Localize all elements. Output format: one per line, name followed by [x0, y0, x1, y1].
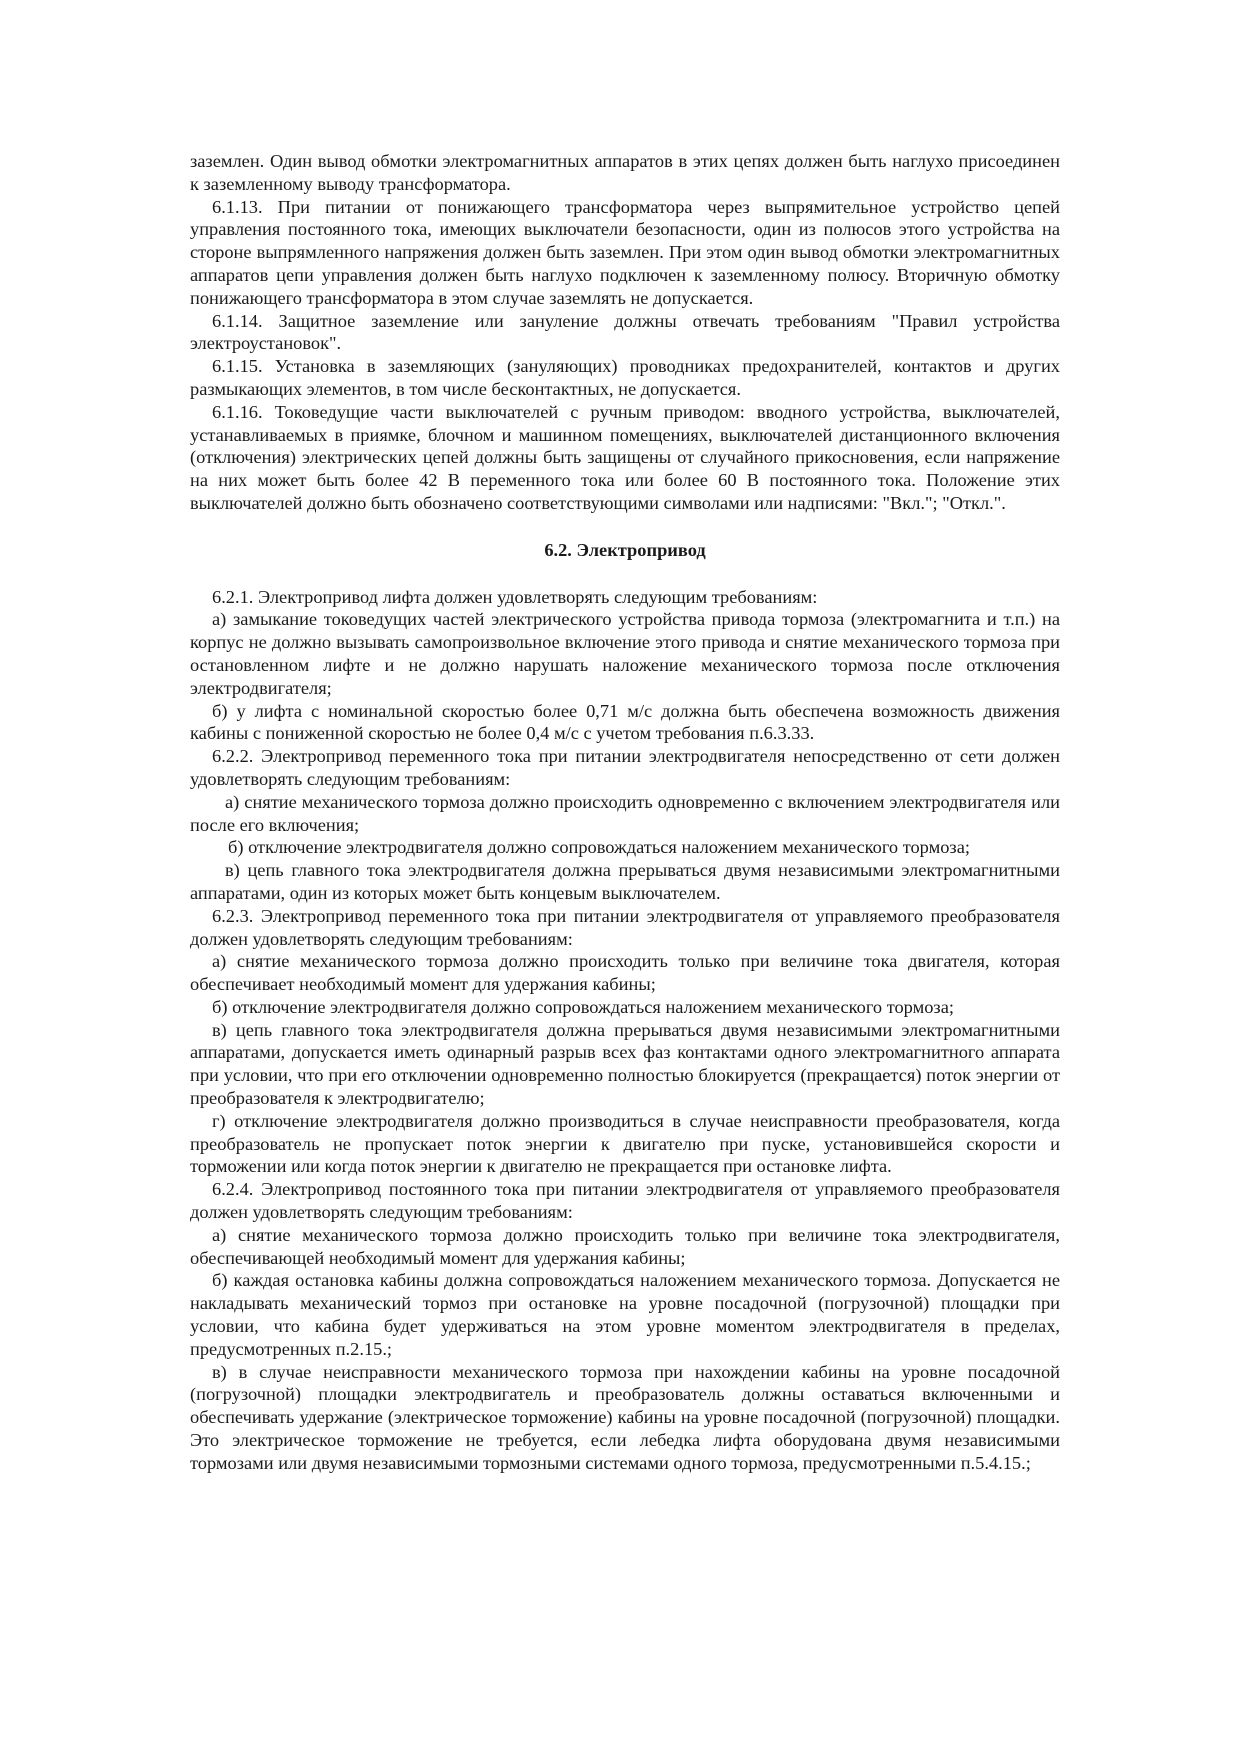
paragraph-6-2-1: 6.2.1. Электропривод лифта должен удовлетворять следующим требованиям:	[212, 586, 818, 607]
list-item-6-2-3-v: в) цепь главного тока электродвигателя должна прерываться двумя независимыми электромагнитными аппаратами, допускается иметь одинарный разрыв всех фаз контактами одного электромагнитного аппарата при условии, что при его отключении одновременно полностью блокируется (прекращается) поток энергии от преобразователя к электродвигателю;	[190, 1019, 1060, 1109]
list-item-6-2-4-v: в) в случае неисправности механического тормоза при нахождении кабины на уровне посадочной (погрузочной) площадки электродвигатель и преобразователь должны оставаться включенными и обеспечивать удержание (электрическое торможение) кабины на уровне посадочной (погрузочной) площадки. Это электрическое торможение не требуется, если лебедка лифта оборудована двумя независимыми тормозами или двумя независимыми тормозными системами одного тормоза, предусмотренными п.5.4.15.;	[190, 1361, 1060, 1473]
list-item-6-2-4-a: а) снятие механического тормоза должно происходить только при величине тока электродвигателя, обеспечивающей необходимый момент для удержания кабины;	[190, 1224, 1060, 1268]
list-item-6-2-1-b: б) у лифта с номинальной скоростью более 0,71 м/с должна быть обеспечена возможность движения кабины с пониженной скоростью не более 0,4 м/с с учетом требования п.6.3.33.	[190, 700, 1060, 744]
list-item-6-2-3-b: б) отключение электродвигателя должно сопровождаться наложением механического тормоза;	[212, 996, 954, 1017]
paragraph-6-1-14: 6.1.14. Защитное заземление или зануление должны отвечать требованиям "Правил устройства электроустановок".	[190, 310, 1060, 354]
paragraph-6-2-2: 6.2.2. Электропривод переменного тока при питании электродвигателя непосредственно от сети должен удовлетворять следующим требованиям:	[190, 746, 1060, 789]
list-item-6-2-2-b: б) отключение электродвигателя должно сопровождаться наложением механического тормоза;	[228, 837, 970, 858]
paragraph-6-1-16: 6.1.16. Токоведущие части выключателей с ручным приводом: вводного устройства, выключателей, устанавливаемых в приямке, блочном и машинном помещениях, выключателей дистанционного включения (отключения) электрических цепей должны быть защищены от случайного прикосновения, если напряжение на них может быть более 42 В переменного тока или более 60 В постоянного тока. Положение этих выключателей должно быть обозначено соответствующими символами или надписями: "Вкл."; "Откл.".	[190, 401, 1060, 513]
list-item-6-2-4-b: б) каждая остановка кабины должна сопровождаться наложением механического тормоза. Допускается не накладывать механический тормоз при остановке на уровне посадочной (погрузочной) площадки при условии, что кабина будет удерживаться на этом уровне моментом электродвигателя в пределах, предусмотренных п.2.15.;	[190, 1270, 1060, 1359]
paragraph-grounding-continuation: заземлен. Один вывод обмотки электромагнитных аппаратов в этих цепях должен быть наглухо присоединен к заземленному выводу трансформатора.	[190, 151, 1060, 194]
paragraph-6-1-15: 6.1.15. Установка в заземляющих (зануляющих) проводниках предохранителей, контактов и других размыкающих элементов, в том числе бесконтактных, не допускается.	[190, 356, 1060, 399]
list-item-6-2-2-a: а) снятие механического тормоза должно происходить одновременно с включением электродвигателя или после его включения;	[190, 791, 1060, 835]
list-item-6-2-3-a: а) снятие механического тормоза должно происходить только при величине тока двигателя, которая обеспечивает необходимый момент для удержания кабины;	[190, 951, 1060, 995]
list-item-6-2-2-v: в) цепь главного тока электродвигателя должна прерываться двумя независимыми электромагнитными аппаратами, один из которых может быть концевым выключателем.	[190, 860, 1060, 903]
document-page	[190, 150, 1060, 1475]
section-heading: 6.2. Электропривод	[544, 539, 706, 560]
list-item-6-2-3-g: г) отключение электродвигателя должно производиться в случае неисправности преобразователя, когда преобразователь не пропускает поток энергии к двигателю при пуске, установившейся скорости и торможении или когда поток энергии к двигателю не прекращается при остановке лифта.	[190, 1110, 1060, 1177]
paragraph-6-2-3: 6.2.3. Электропривод переменного тока при питании электродвигателя от управляемого преобразователя должен удовлетворять следующим требованиям:	[190, 905, 1060, 949]
paragraph-6-2-4: 6.2.4. Электропривод постоянного тока при питании электродвигателя от управляемого преобразователя должен удовлетворять следующим требованиям:	[190, 1179, 1060, 1223]
list-item-6-2-1-a: а) замыкание токоведущих частей электрического устройства привода тормоза (электромагнита и т.п.) на корпус не должно вызывать самопроизвольное включение этого привода и снятие механического тормоза при остановленном лифте и не должно нарушать наложение механического тормоза после отключения электродвигателя;	[190, 609, 1060, 698]
paragraph-6-1-13: 6.1.13. При питании от понижающего трансформатора через выпрямительное устройство цепей управления постоянного тока, имеющих выключатели безопасности, один из полюсов этого устройства на стороне выпрямленного напряжения должен быть заземлен. При этом один вывод обмотки электромагнитных аппаратов цепи управления должен быть наглухо подключен к заземленному полюсу. Вторичную обмотку понижающего трансформатора в этом случае заземлять не допускается.	[190, 196, 1060, 308]
